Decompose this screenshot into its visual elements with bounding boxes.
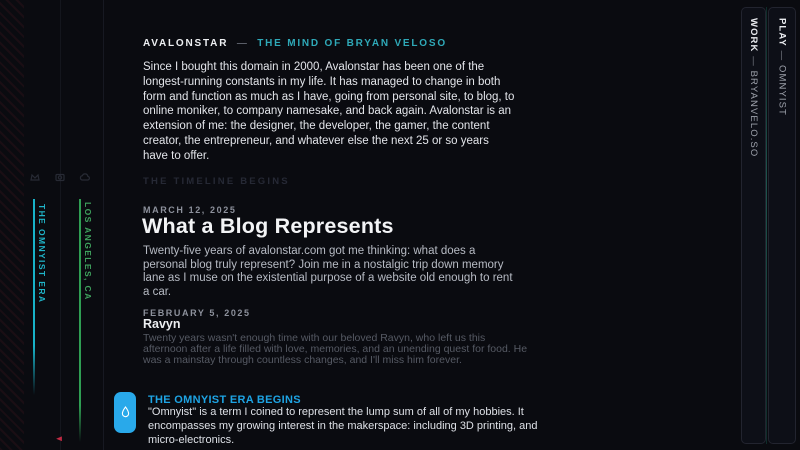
crown-icon[interactable] — [29, 171, 41, 183]
tab-separator-line — [766, 7, 767, 444]
era-callout-title[interactable]: THE OMNYIST ERA BEGINS — [148, 394, 301, 406]
entry-date: MARCH 12, 2025 — [143, 205, 237, 215]
location-timeline-line — [79, 199, 81, 442]
tab-play-label: PLAY — [776, 18, 788, 47]
entry-summary: Twenty-five years of avalonstar.com got me thinking: what does a personal blog truly represent? Join me in a nostalgic trip down memory lane as I muse on the existential purpose of a website old enough to rent a car. — [143, 245, 513, 298]
tab-work-sublabel: BRYANVELO.SO — [748, 70, 759, 158]
tab-work-separator: — — [748, 56, 759, 67]
era-vertical-label: THE OMNYIST ERA — [37, 204, 47, 304]
tab-play-separator: — — [776, 50, 788, 62]
omnyist-era-icon[interactable] — [114, 392, 136, 433]
site-header — [143, 38, 447, 49]
brand-tagline: THE MIND OF BRYAN VELOSO — [257, 38, 447, 49]
entry-title-link[interactable]: What a Blog Represents — [142, 214, 394, 238]
era-timeline-line — [33, 199, 35, 395]
rail-divider-line — [60, 0, 61, 450]
hazard-stripes-decoration — [0, 0, 24, 450]
timeline-section-label: THE TIMELINE BEGINS — [143, 176, 290, 187]
cloud-icon[interactable] — [79, 171, 91, 183]
tab-work-label: WORK — [748, 18, 759, 53]
droplet-icon — [120, 405, 131, 420]
entry-title-link[interactable]: Ravyn — [143, 317, 181, 331]
entry-date: FEBRUARY 5, 2025 — [143, 308, 251, 318]
tab-work[interactable] — [741, 7, 766, 444]
rail-icon-row — [29, 171, 91, 183]
tab-play[interactable] — [768, 7, 796, 444]
brand-name: AVALONSTAR — [143, 38, 229, 49]
location-vertical-label: LOS ANGELES, CA — [83, 202, 93, 301]
entry-summary: Twenty years wasn't enough time with our beloved Ravyn, who left us this afternoon after a life filled with love, memories, and an unending quest for food. He was a mainstay through countless changes, and I'll miss him forever. — [143, 332, 528, 366]
era-callout-body: "Omnyist" is a term I coined to represent the lump sum of all of my hobbies. It encompasses my growing interest in the makerspace: including 3D printing, and micro-electronics. — [148, 406, 538, 446]
camera-icon[interactable] — [54, 171, 66, 183]
brand-separator: — — [236, 38, 249, 49]
content-divider-line — [103, 0, 104, 450]
intro-paragraph: Since I bought this domain in 2000, Avalonstar has been one of the longest-running constants in my life. It has managed to change in both form and function as much as I have, going from personal site, to blog, to online moniker, to company namesake, and back again. Avalonstar is an extension of me: the designer, the developer, the gamer, the content creator, the entrepreneur, and whatever else the next 25 or so years have to offer. — [143, 61, 515, 162]
tab-play-sublabel: OMNYIST — [776, 64, 788, 116]
red-marker-icon: ◄ — [54, 434, 63, 443]
